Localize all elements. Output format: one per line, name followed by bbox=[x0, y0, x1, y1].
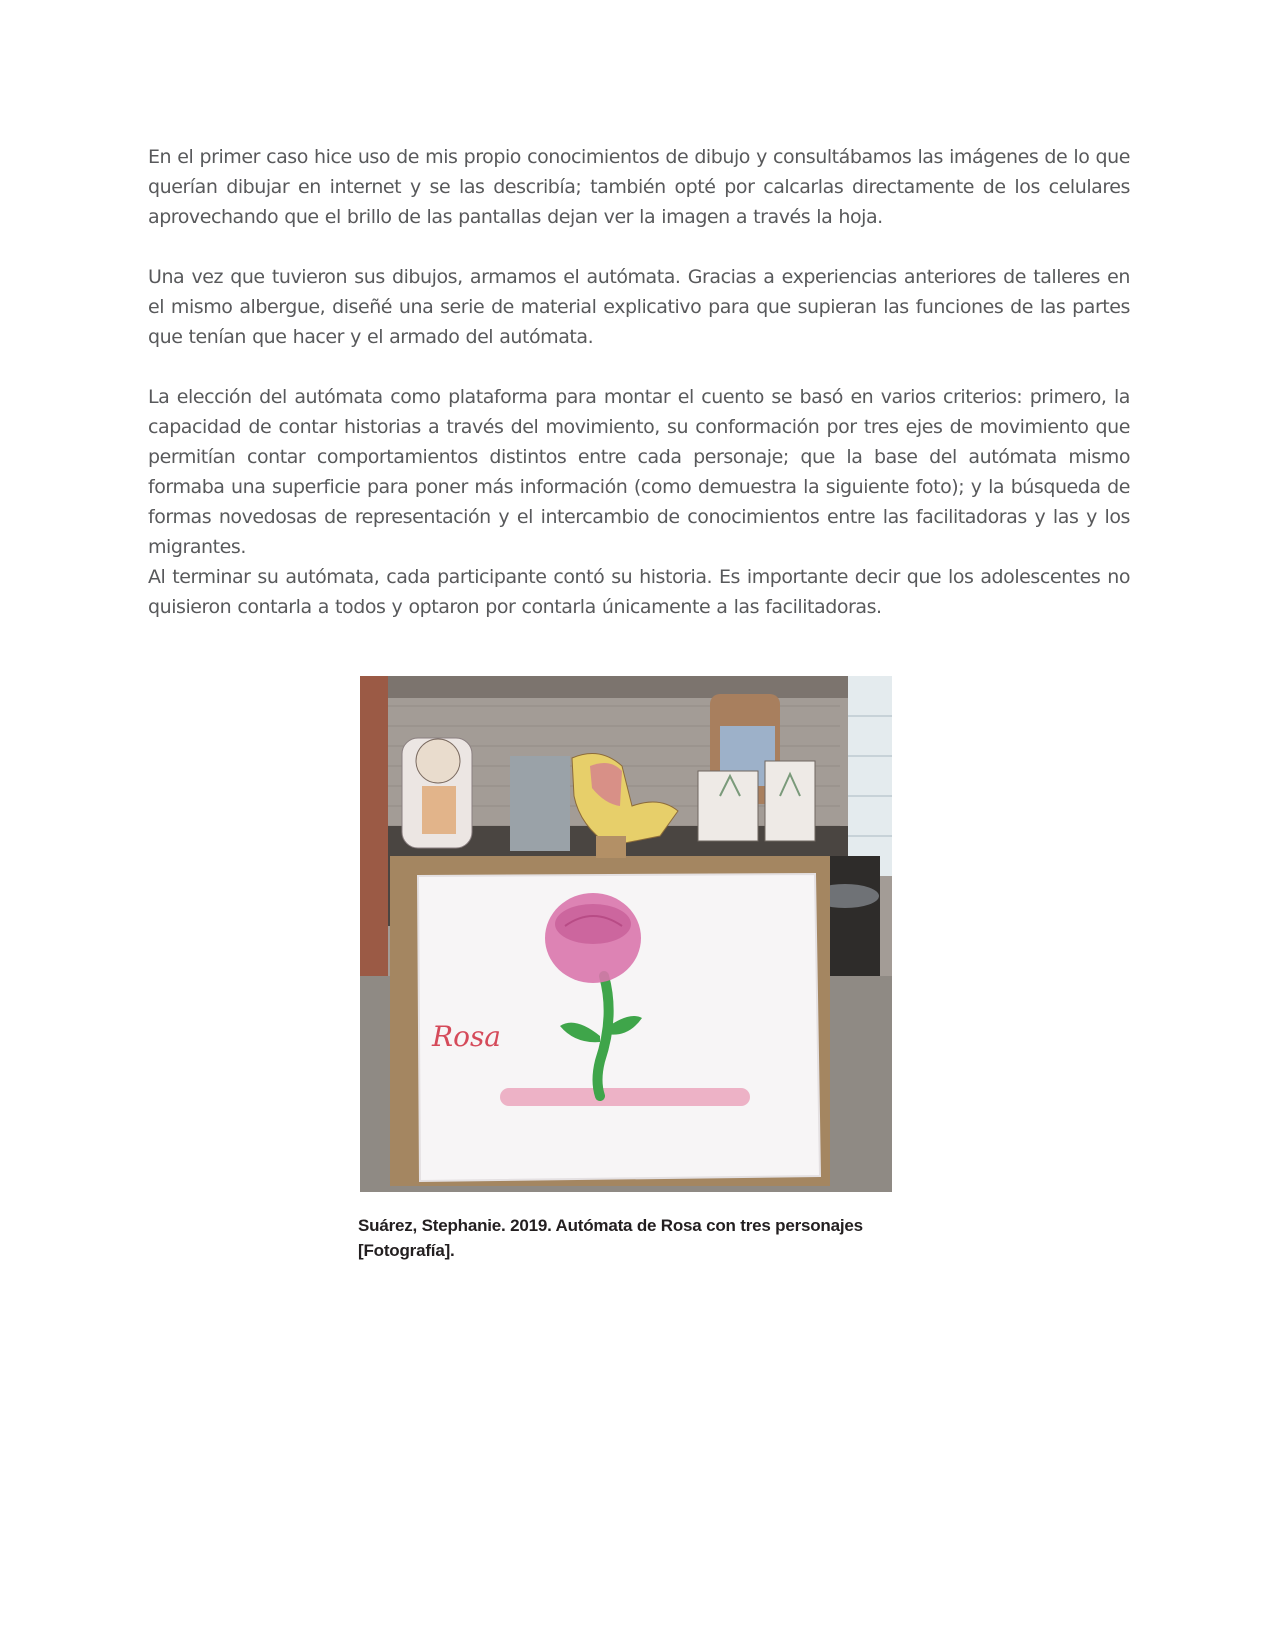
figure-caption: Suárez, Stephanie. 2019. Autómata de Rosa con tres personajes [Fotografía]. bbox=[358, 1216, 863, 1260]
paragraph-4: Al terminar su autómata, cada participante contó su historia. Es importante decir que los adolescentes no quisieron contarla a todos y optaron por contarla únicamente a las facilitadoras. bbox=[148, 566, 1130, 618]
paragraph-2: Una vez que tuvieron sus dibujos, armamos el autómata. Gracias a experiencias anteriores de talleres en el mismo albergue, diseñé una serie de material explicativo para que supieran las funciones de las partes que tenían que hacer y el armado del autómata. bbox=[148, 266, 1130, 348]
automaton-photo bbox=[360, 676, 892, 1192]
rosa-drawing-label: Rosa bbox=[432, 1020, 502, 1053]
girl-figure bbox=[402, 738, 472, 848]
paragraph-1: En el primer caso hice uso de mis propio conocimientos de dibujo y consultábamos las imágenes de lo que querían dibujar en internet y se las describía; también opté por calcarlas directamente de los celulares aprovechando que el brillo de las pantallas dejan ver la imagen a través la hoja. bbox=[148, 146, 1130, 228]
paragraph-3: La elección del autómata como plataforma para montar el cuento se basó en varios criterios: primero, la capacidad de contar historias a través del movimiento, su conformación por tres ejes de movimiento que permitían contar comportamientos distintos entre cada personaje; que la base del autómata mismo formaba una superficie para poner más información (como demuestra la siguiente foto); y la búsqueda de formas novedosas de representación y el intercambio de conocimientos entre las facilitadoras y las y los migrantes. bbox=[148, 386, 1130, 558]
